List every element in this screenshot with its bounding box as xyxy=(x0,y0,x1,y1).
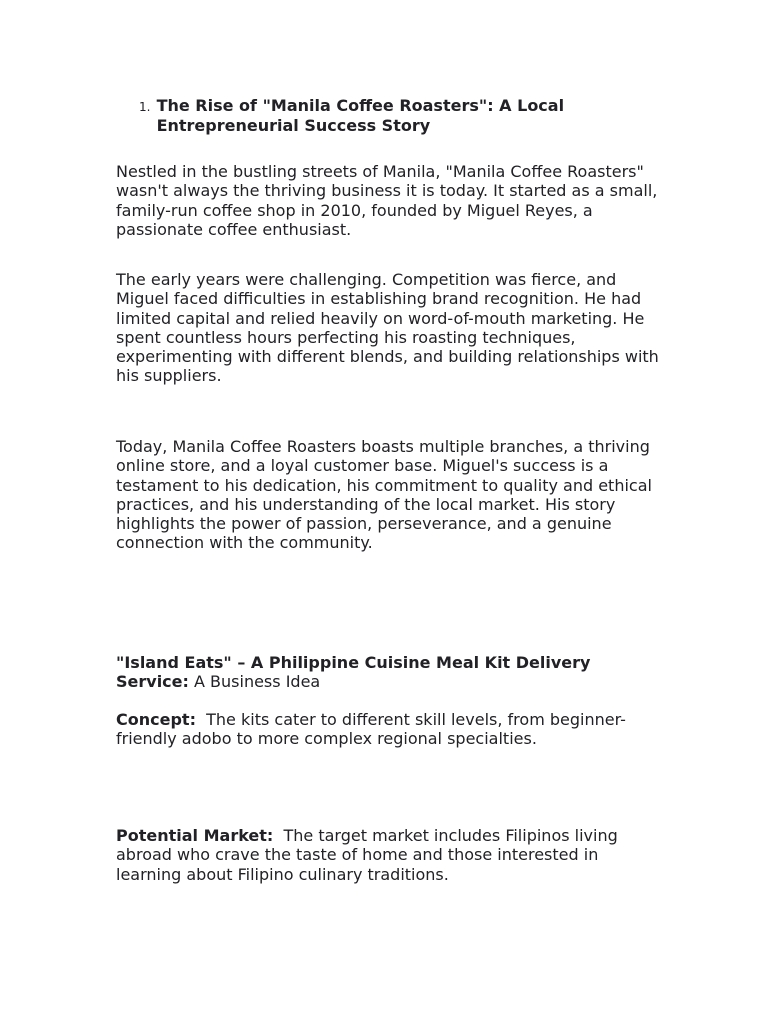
market-paragraph xyxy=(116,826,661,884)
business-idea-subtitle: A Business Idea xyxy=(194,672,321,692)
paragraph-today: Today, Manila Coffee Roasters boasts multiple branches, a thriving online store, and a loyal customer base. Miguel's success is a testament to his dedication, his commitment to quality and ethical practices, and his understanding of the local market. His story highlights the power of passion, perseverance, and a genuine connection with the community. xyxy=(116,437,652,553)
numbered-heading xyxy=(139,96,659,135)
business-idea-title xyxy=(116,653,661,692)
concept-text: The kits cater to different skill levels, from beginner-friendly adobo to more complex regional specialties. xyxy=(116,710,626,749)
market-label: Potential Market: xyxy=(116,826,274,845)
business-idea-name: "Island Eats" – A Philippine Cuisine Meal Kit Delivery Service: xyxy=(116,653,591,692)
paragraph-intro: Nestled in the bustling streets of Manila, "Manila Coffee Roasters" wasn't always the thriving business it is today. It started as a small, family-run coffee shop in 2010, founded by Miguel Reyes, a passionate coffee enthusiast. xyxy=(116,162,658,239)
paragraph-early-years: The early years were challenging. Competition was fierce, and Miguel faced difficulties in establishing brand recognition. He had limited capital and relied heavily on word-of-mouth marketing. He spent countless hours perfecting his roasting techniques, experimenting with different blends, and building relationships with his suppliers. xyxy=(116,270,659,386)
concept-paragraph xyxy=(116,710,661,749)
section-heading: The Rise of "Manila Coffee Roasters": A Local Entrepreneurial Success Story xyxy=(156,96,565,135)
concept-label: Concept: xyxy=(116,710,196,729)
market-text: The target market includes Filipinos living abroad who crave the taste of home and those interested in learning about Filipino culinary traditions. xyxy=(116,826,618,884)
list-number: 1. xyxy=(139,100,151,114)
